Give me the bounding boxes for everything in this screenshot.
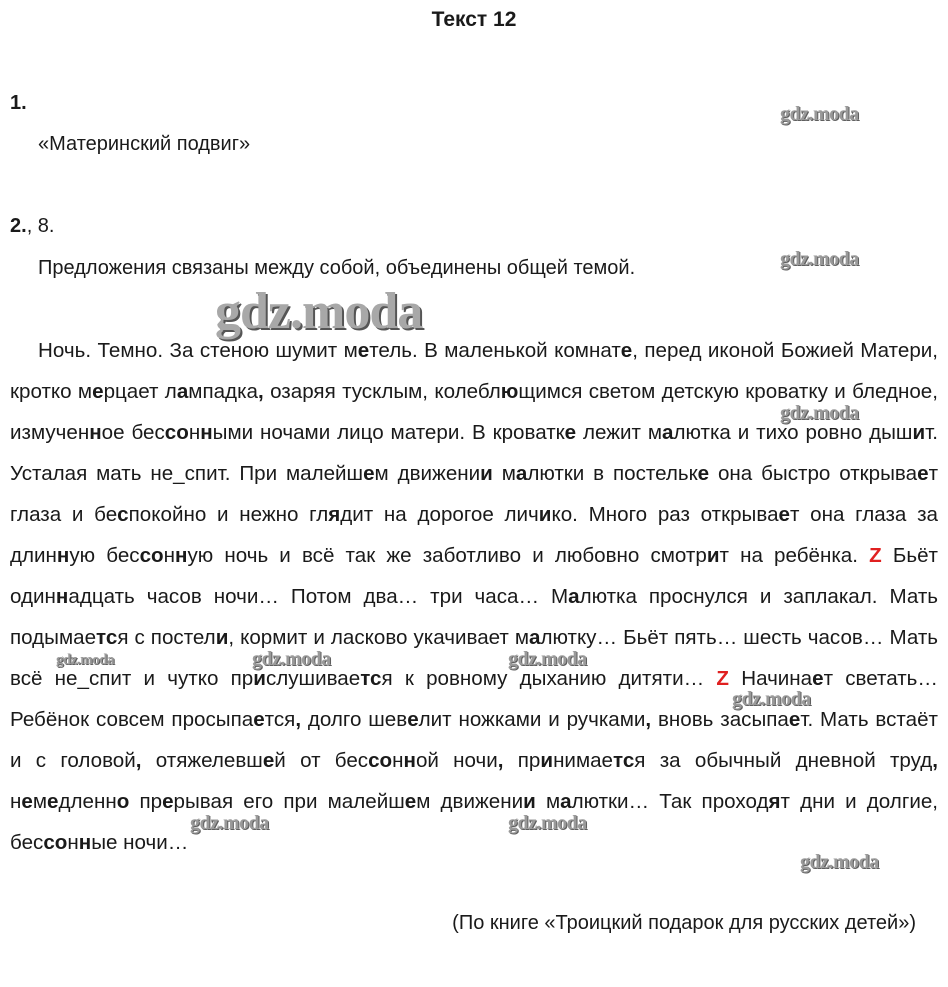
watermark: gdz.moda bbox=[732, 688, 811, 710]
z-mark: Z bbox=[716, 667, 729, 690]
source-citation: (По книге «Троицкий подарок для русских детей») bbox=[452, 912, 916, 934]
watermark: gdz.moda bbox=[508, 812, 587, 834]
task-2-statement: Предложения связаны между собой, объединены общей темой. bbox=[38, 257, 636, 279]
watermark: gdz.moda bbox=[800, 851, 879, 873]
watermark: gdz.moda bbox=[780, 248, 859, 270]
task-1-number: 1. bbox=[10, 92, 27, 114]
watermark: gdz.moda bbox=[56, 652, 115, 668]
z-mark: Z bbox=[869, 544, 882, 567]
page-title: Текст 12 bbox=[431, 8, 517, 31]
watermark: gdz.moda bbox=[190, 812, 269, 834]
task-1-answer: «Материнский подвиг» bbox=[38, 133, 251, 155]
watermark: gdz.moda bbox=[508, 648, 587, 670]
watermark: gdz.moda bbox=[780, 103, 859, 125]
watermark: gdz.moda bbox=[780, 402, 859, 424]
watermark-large: gdz.moda bbox=[215, 283, 423, 340]
task-2-number: 2., 8. bbox=[10, 215, 55, 237]
main-text: Ночь. Темно. За стеною шумит метель. В маленькой комнате, перед иконой Божией Матери, кротко мерцает лампадка, озаряя тусклым, колеблющимся светом детскую кроватку и бледное, измученное бессонными ночами лицо матери. В кроватке лежит малютка и тихо ровно дышит. Усталая мать не_спит. При малейшем движении малютки в постельке она быстро открывает глаза и беспокойно и нежно глядит на дорогое личико. Много раз открывает она глаза за длинную бессонную ночь и всё так же заботливо и любовно смотрит на ребёнка. Z Бьёт одиннадцать часов ночи… Потом два… три часа… Малютка проснулся и заплакал. Мать подымается с постели, кормит и ласково укачивает малютку… Бьёт пять… шесть часов… Мать всё не_спит и чутко прислушивается к ровному дыханию дитяти… Z Начинает светать… Ребёнок совсем просыпается, долго шевелит ножками и ручками, вновь засыпает. Мать встаёт и с головой, отяжелевшей от бессонной ночи, принимается за обычный дневной труд, немедленно прерывая его при малейшем движении малютки… Так проходят дни и долгие, бессонные ночи… bbox=[10, 339, 939, 854]
watermark: gdz.moda bbox=[252, 648, 331, 670]
